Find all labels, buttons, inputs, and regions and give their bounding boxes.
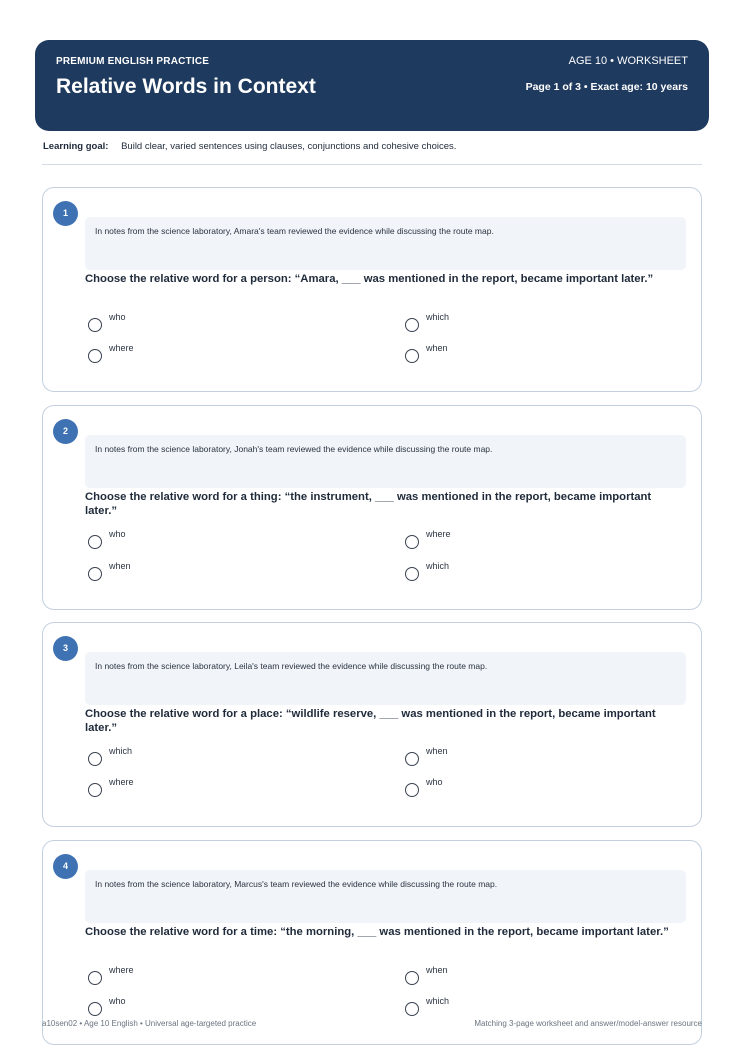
answer-option-label: where: [109, 965, 134, 975]
question-number-badge: 4: [53, 854, 78, 879]
question-prompt: Choose the relative word for a thing: “the instrument, ___ was mentioned in the report, became important later.”: [85, 491, 652, 517]
question-card-1: [42, 187, 702, 392]
answer-option-label: when: [426, 746, 448, 756]
question-card-3: [42, 622, 702, 827]
divider: [42, 164, 702, 165]
answer-option-label: where: [109, 343, 134, 353]
question-prompt: Choose the relative word for a place: “wildlife reserve, ___ was mentioned in the report, became important later.”: [85, 708, 656, 734]
radio-button[interactable]: [405, 349, 419, 363]
radio-button[interactable]: [88, 318, 102, 332]
worksheet-header: [35, 40, 709, 131]
learning-goal-label: Learning goal:: [43, 141, 109, 152]
answer-option-label: which: [426, 561, 450, 571]
header-page-info: Page 1 of 3 • Exact age: 10 years: [525, 81, 688, 93]
radio-button[interactable]: [88, 567, 102, 581]
learning-goal-text: Build clear, varied sentences using clauses, conjunctions and cohesive choices.: [121, 141, 457, 152]
question-card-2: [42, 405, 702, 610]
radio-button[interactable]: [405, 752, 419, 766]
answer-option-label: who: [109, 529, 126, 539]
answer-option-label: when: [109, 561, 131, 571]
answer-option-label: when: [426, 343, 448, 353]
radio-button[interactable]: [405, 318, 419, 332]
radio-button[interactable]: [405, 567, 419, 581]
footer-right: Matching 3-page worksheet and answer/model-answer resource: [474, 1019, 702, 1028]
answer-option-label: where: [109, 777, 134, 787]
question-card-4: [42, 840, 702, 1045]
radio-button[interactable]: [88, 1002, 102, 1016]
answer-option-label: which: [426, 312, 450, 322]
answer-option-label: when: [426, 965, 448, 975]
radio-button[interactable]: [405, 535, 419, 549]
question-context: In notes from the science laboratory, Jonah's team reviewed the evidence while discussing the route map.: [85, 435, 686, 488]
radio-button[interactable]: [88, 971, 102, 985]
radio-button[interactable]: [88, 752, 102, 766]
page-title: Relative Words in Context: [56, 75, 316, 98]
answer-option-label: who: [426, 777, 443, 787]
radio-button[interactable]: [88, 535, 102, 549]
answer-option-label: who: [109, 996, 126, 1006]
question-context: In notes from the science laboratory, Amara's team reviewed the evidence while discussing the route map.: [85, 217, 686, 270]
answer-option-label: which: [109, 746, 133, 756]
question-context: In notes from the science laboratory, Leila's team reviewed the evidence while discussing the route map.: [85, 652, 686, 705]
question-number-badge: 2: [53, 419, 78, 444]
answer-option-label: which: [426, 996, 450, 1006]
learning-goal: [43, 141, 456, 152]
answer-option-label: where: [426, 529, 451, 539]
question-number-badge: 3: [53, 636, 78, 661]
header-age-label: AGE 10 • WORKSHEET: [568, 55, 688, 67]
question-prompt: Choose the relative word for a person: “Amara, ___ was mentioned in the report, became important later.”: [85, 273, 654, 285]
answer-option-label: who: [109, 312, 126, 322]
radio-button[interactable]: [405, 1002, 419, 1016]
radio-button[interactable]: [88, 349, 102, 363]
radio-button[interactable]: [405, 783, 419, 797]
header-eyebrow: PREMIUM ENGLISH PRACTICE: [56, 56, 210, 67]
question-prompt: Choose the relative word for a time: “the morning, ___ was mentioned in the report, became important later.”: [85, 926, 669, 938]
question-context: In notes from the science laboratory, Marcus's team reviewed the evidence while discussing the route map.: [85, 870, 686, 923]
footer-left: a10sen02 • Age 10 English • Universal age-targeted practice: [42, 1019, 257, 1028]
question-number-badge: 1: [53, 201, 78, 226]
radio-button[interactable]: [405, 971, 419, 985]
radio-button[interactable]: [88, 783, 102, 797]
